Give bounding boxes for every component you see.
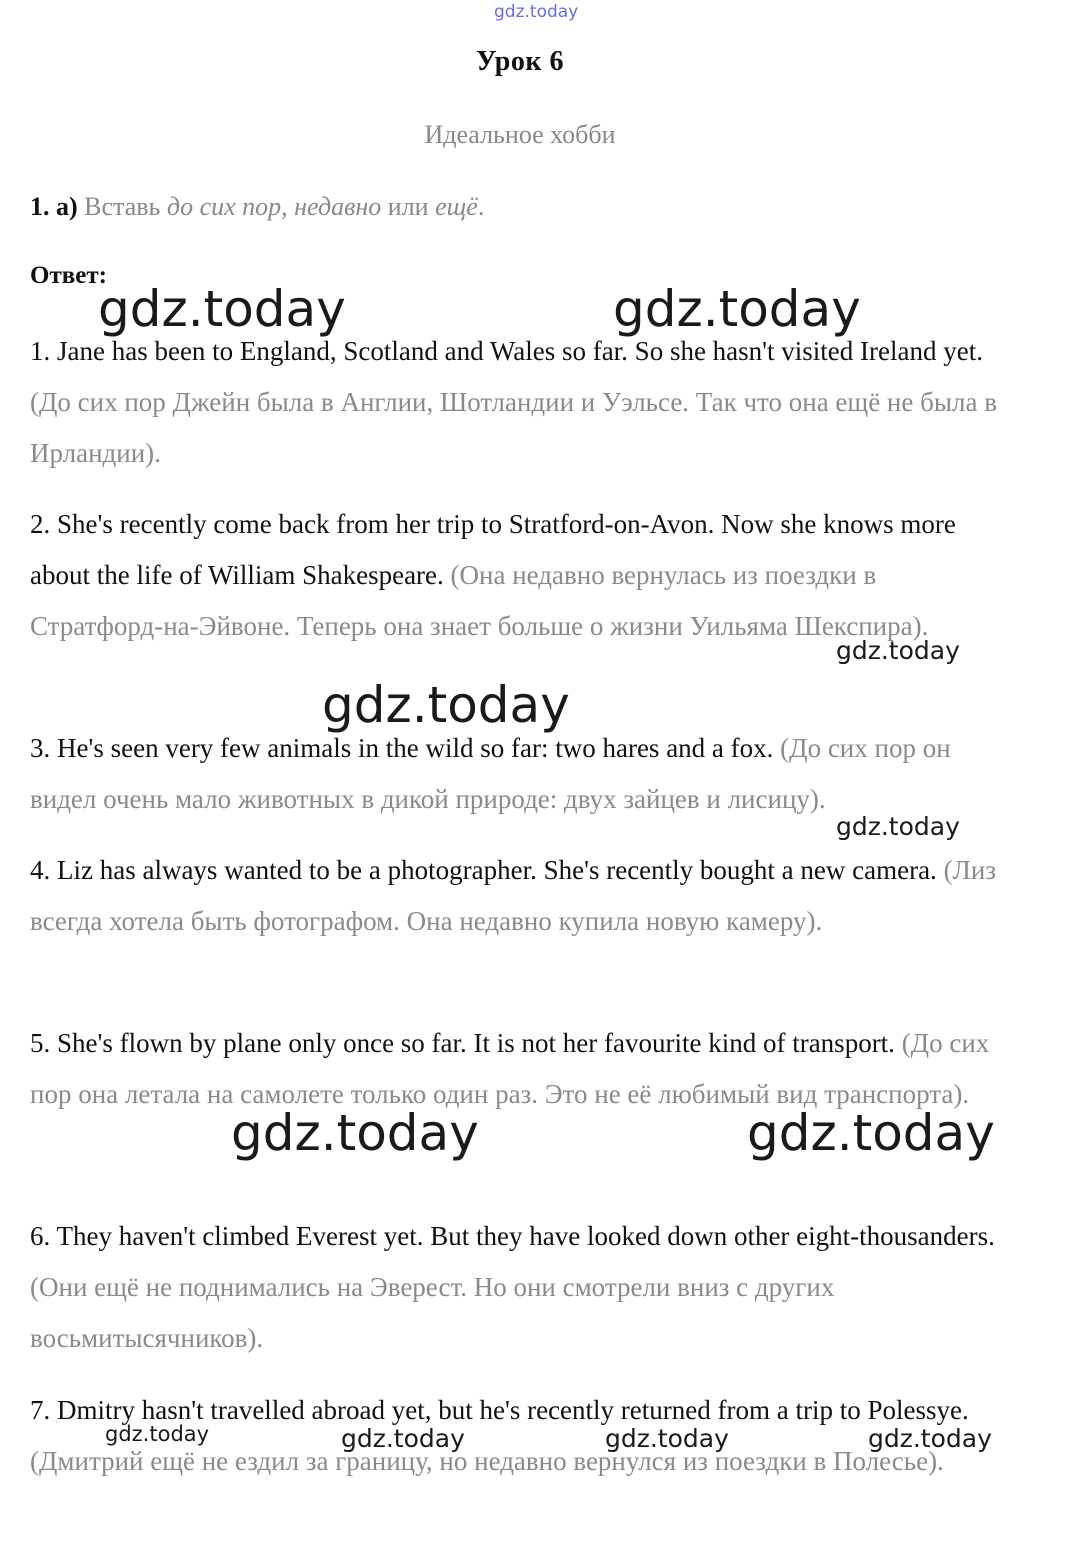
task-number: 1. а) bbox=[30, 192, 78, 221]
answer-translation: (Дмитрий ещё не ездил за границу, но недавно вернулся из поездки в Полесье). bbox=[30, 1446, 944, 1476]
answer-translation: (Лиз всегда хотела быть фотографом. Она недавно купила новую камеру). bbox=[30, 855, 996, 936]
answer-item-4 bbox=[30, 845, 1015, 947]
answer-translation: (До сих пор она летала на самолете только один раз. Это не её любимый вид транспорта). bbox=[30, 1028, 990, 1109]
watermark: gdz.today bbox=[613, 280, 861, 338]
page-title: Урок 6 bbox=[476, 46, 564, 77]
watermark: gdz.today bbox=[105, 1422, 210, 1446]
task-word-2: недавно bbox=[294, 192, 382, 221]
answer-label: Ответ: bbox=[30, 262, 107, 289]
answer-item-3 bbox=[30, 723, 1015, 825]
answer-english: 7. Dmitry hasn't travelled abroad yet, but he's recently returned from a trip to Polessye. bbox=[30, 1395, 969, 1425]
watermark: gdz.today bbox=[322, 676, 570, 734]
answer-english: 4. Liz has always wanted to be a photographer. She's recently bought a new camera. bbox=[30, 855, 937, 885]
answer-translation: (Она недавно вернулась из поездки в Стратфорд-на-Эйвоне. Теперь она знает больше о жизни Уильяма Шекспира). bbox=[30, 560, 929, 641]
answer-item-2 bbox=[30, 499, 1015, 652]
answer-translation: (Они ещё не поднимались на Эверест. Но они смотрели вниз с других восьмитысячников). bbox=[30, 1272, 835, 1353]
answer-item-1 bbox=[30, 326, 1015, 479]
answer-item-6 bbox=[30, 1211, 1015, 1364]
page-subtitle: Идеальное хобби bbox=[424, 120, 616, 149]
watermark: gdz.today bbox=[341, 1424, 465, 1453]
answer-english: 2. She's recently come back from her trip to Stratford-on-Avon. Now she knows more about the life of William Shakespeare. bbox=[30, 509, 956, 590]
watermark: gdz.today bbox=[868, 1424, 992, 1453]
answer-translation: (До сих пор он видел очень мало животных в дикой природе: двух зайцев и лисицу). bbox=[30, 733, 951, 814]
answer-english: 3. He's seen very few animals in the wild so far: two hares and a fox. bbox=[30, 733, 774, 763]
task-word-3: ещё bbox=[435, 192, 478, 221]
answer-english: 1. Jane has been to England, Scotland and Wales so far. So she hasn't visited Ireland yet. bbox=[30, 336, 983, 366]
watermark: gdz.today bbox=[747, 1104, 995, 1162]
watermark: gdz.today bbox=[836, 636, 960, 665]
task-text: Вставь bbox=[84, 192, 161, 221]
watermark: gdz.today bbox=[98, 280, 346, 338]
watermark: gdz.today bbox=[605, 1424, 729, 1453]
answer-translation: (До сих пор Джейн была в Англии, Шотландии и Уэльсе. Так что она ещё не была в Ирландии). bbox=[30, 387, 997, 468]
watermark-top: gdz.today bbox=[494, 2, 579, 22]
task-word-1: до сих пор bbox=[166, 192, 282, 221]
answer-english: 5. She's flown by plane only once so far. It is not her favourite kind of transport. bbox=[30, 1028, 895, 1058]
answer-english: 6. They haven't climbed Everest yet. But they have looked down other eight-thousanders. bbox=[30, 1221, 995, 1251]
watermark: gdz.today bbox=[231, 1104, 479, 1162]
watermark: gdz.today bbox=[836, 812, 960, 841]
task-instruction: 1. а) Вставь до сих пор, недавно или ещё. bbox=[30, 192, 485, 221]
